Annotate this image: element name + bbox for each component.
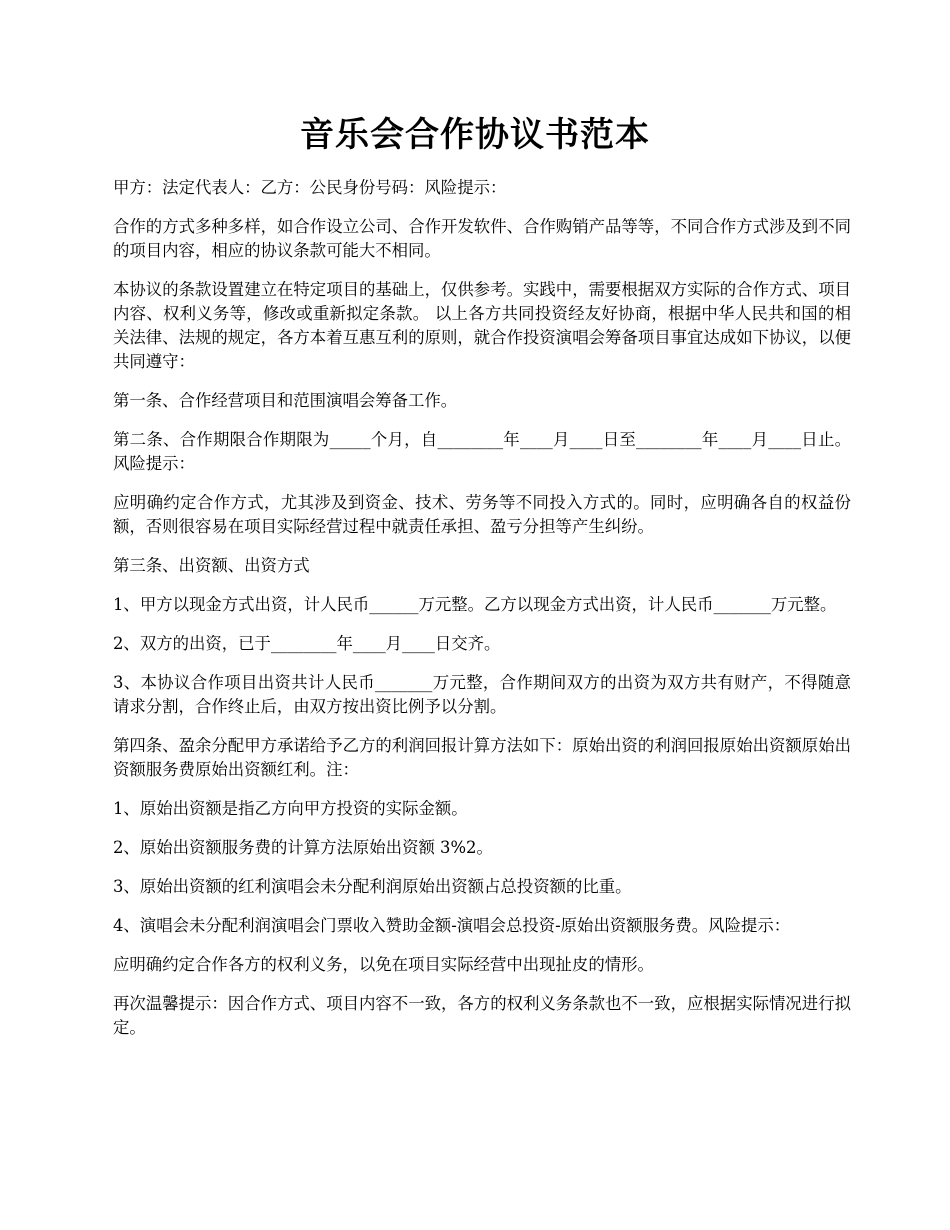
paragraph-preamble: 本协议的条款设置建立在特定项目的基础上，仅供参考。实践中，需要根据双方实际的合作方式、项目内容、权利义务等，修改或重新拟定条款。 以上各方共同投资经友好协商，根据中华人民共和国的相关法律、法规的规定，各方本着互惠互利的原则，就合作投资演唱会筹备项目事宜达成如下协议，以便共同遵守：: [113, 280, 851, 371]
paragraph-cooperation-methods: 合作的方式多种多样，如合作设立公司、合作开发软件、合作购销产品等等，不同合作方式涉及到不同的项目内容，相应的协议条款可能大不相同。: [113, 217, 851, 260]
paragraph-risk-note-2: 应明确约定合作各方的权利义务，以免在项目实际经营中出现扯皮的情形。: [113, 955, 654, 974]
paragraph-final-reminder: 再次温馨提示：因合作方式、项目内容不一致，各方的权利义务条款也不一致，应根据实际情况进行拟定。: [113, 994, 851, 1037]
paragraph-risk-note-1: 应明确约定合作方式，尤其涉及到资金、技术、劳务等不同投入方式的。同时，应明确各自的权益份额，否则很容易在项目实际经营过程中就责任承担、盈亏分担等产生纠纷。: [113, 493, 851, 536]
document-body: [113, 176, 851, 1055]
paragraph-article-4: 第四条、盈余分配甲方承诺给予乙方的利润回报计算方法如下：原始出资的利润回报原始出资额原始出资额服务费原始出资额红利。注：: [113, 736, 851, 779]
paragraph-article-4-item-2: 2、原始出资额服务费的计算方法原始出资额 3%2。: [113, 838, 493, 857]
paragraph-article-3: 第三条、出资额、出资方式: [113, 556, 310, 575]
paragraph-article-4-item-1: 1、原始出资额是指乙方向甲方投资的实际金额。: [113, 799, 468, 818]
paragraph-parties: 甲方：法定代表人：乙方：公民身份号码：风险提示：: [113, 178, 507, 197]
paragraph-article-2: 第二条、合作期限合作期限为_____个月，自________年____月____日至________年____月____日止。风险提示：: [113, 430, 851, 473]
paragraph-article-1: 第一条、合作经营项目和范围演唱会筹备工作。: [113, 391, 458, 410]
document-title: 音乐会合作协议书范本: [300, 115, 650, 155]
paragraph-article-3-item-2: 2、双方的出资，已于________年____月____日交齐。: [113, 634, 501, 653]
paragraph-article-3-item-1: 1、甲方以现金方式出资，计人民币______万元整。乙方以现金方式出资，计人民币_______万元整。: [113, 595, 837, 614]
paragraph-article-4-item-3: 3、原始出资额的红利演唱会未分配利润原始出资额占总投资额的比重。: [113, 877, 632, 896]
paragraph-article-4-item-4: 4、演唱会未分配利润演唱会门票收入赞助金额-演唱会总投资-原始出资额服务费。风险提示：: [113, 916, 791, 935]
paragraph-article-3-item-3: 3、本协议合作项目出资共计人民币_______万元整，合作期间双方的出资为双方共有财产，不得随意请求分割，合作终止后，由双方按出资比例予以分割。: [113, 673, 851, 716]
